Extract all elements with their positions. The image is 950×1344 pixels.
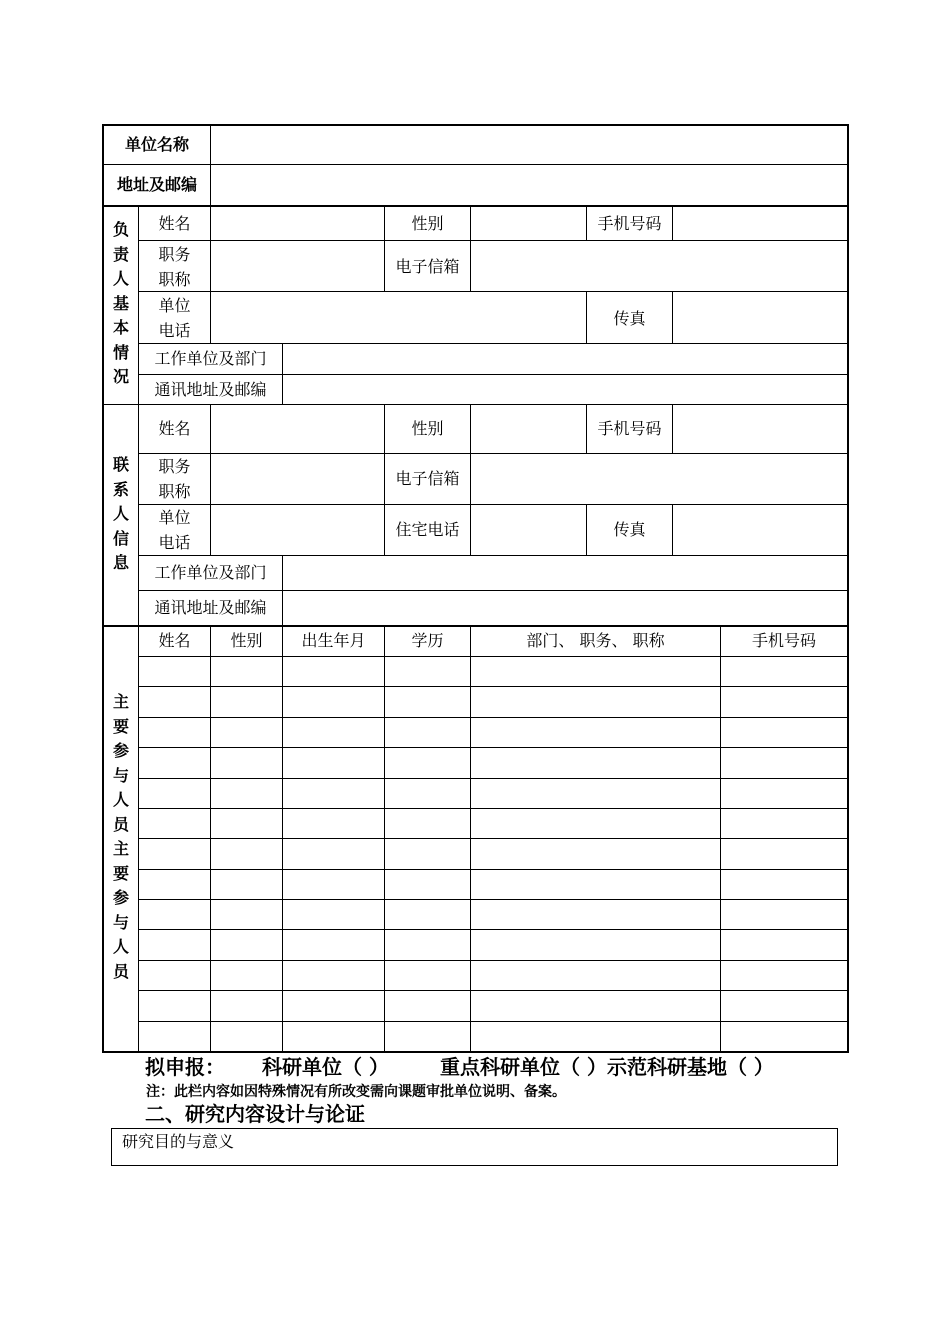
member-education-cell[interactable] [385,657,470,686]
contact-email-label: 电子信箱 [395,469,460,488]
contact-mail-address-field[interactable] [283,591,847,625]
contact-home-phone-field[interactable] [471,505,586,555]
member-gender-cell[interactable] [211,779,282,808]
member-gender-cell[interactable] [211,991,282,1020]
section-title-char: 人 [112,269,129,288]
member-gender-cell[interactable] [211,657,282,686]
member-name-cell[interactable] [139,870,210,899]
section-title-char: 参 [112,888,129,907]
leader-mail-address-label: 通讯地址及邮编 [154,380,267,399]
section-title-char: 系 [112,479,129,499]
member-name-cell[interactable] [139,1022,210,1051]
member-gender-cell[interactable] [211,961,282,990]
member-dept-title-cell[interactable] [471,718,720,747]
contact-title-label-line1: 职务 [158,457,191,476]
section-title-char: 员 [112,814,129,834]
members-header-mobile: 手机号码 [751,631,816,650]
member-dept-title-cell[interactable] [471,900,720,929]
member-birth-cell[interactable] [283,809,384,838]
section-divider [102,625,849,627]
section-title-char: 息 [112,553,129,572]
unit-name-field[interactable] [211,126,847,164]
contact-fax-field[interactable] [673,505,847,555]
leader-gender-field[interactable] [471,207,586,240]
member-mobile-cell[interactable] [721,991,847,1020]
member-birth-cell[interactable] [283,687,384,716]
member-name-cell[interactable] [139,961,210,990]
leader-title-field[interactable] [211,241,384,291]
member-name-cell[interactable] [139,748,210,777]
members-section-title [103,690,139,984]
member-education-cell[interactable] [385,748,470,777]
section-title-char: 员 [112,961,129,981]
member-dept-title-cell[interactable] [471,1022,720,1051]
section-title-char: 参 [112,741,129,760]
member-birth-cell[interactable] [283,991,384,1020]
member-birth-cell[interactable] [283,779,384,808]
declaration-label: 拟申报： [145,1055,225,1079]
section-title-char: 负 [112,220,129,239]
section-title-char: 主 [112,692,129,711]
member-name-cell[interactable] [139,809,210,838]
address-label: 地址及邮编 [116,175,197,194]
leader-title-label-line1: 职务 [158,245,191,264]
leader-workplace-label: 工作单位及部门 [154,349,267,368]
member-gender-cell[interactable] [211,809,282,838]
member-name-cell[interactable] [139,991,210,1020]
member-education-cell[interactable] [385,991,470,1020]
contact-unit-phone-line2: 电话 [158,533,191,552]
member-education-cell[interactable] [385,1022,470,1051]
section-title-char: 要 [112,863,129,883]
member-mobile-cell[interactable] [721,687,847,716]
contact-unit-phone-line1: 单位 [158,508,191,527]
section-title-char: 主 [112,839,129,858]
member-mobile-cell[interactable] [721,1022,847,1051]
leader-fax-field[interactable] [673,292,847,343]
member-dept-title-cell[interactable] [471,839,720,868]
member-gender-cell[interactable] [211,870,282,899]
leader-email-label: 电子信箱 [395,257,460,276]
member-education-cell[interactable] [385,930,470,959]
contact-title-label [139,454,210,504]
member-birth-cell[interactable] [283,718,384,747]
contact-title-field[interactable] [211,454,384,504]
member-name-cell[interactable] [139,839,210,868]
contact-email-field[interactable] [471,454,847,504]
note-text: 注：此栏内容如因特殊情况有所改变需向课题审批单位说明、备案。 [146,1084,566,1100]
member-birth-cell[interactable] [283,657,384,686]
contact-mail-address-label: 通讯地址及邮编 [154,598,267,617]
leader-unit-phone-line1: 单位 [158,296,191,315]
contact-workplace-label: 工作单位及部门 [154,563,267,582]
member-dept-title-cell[interactable] [471,930,720,959]
section-title-char: 本 [112,318,129,337]
member-name-cell[interactable] [139,900,210,929]
section-title-char: 联 [112,455,129,474]
section-title-char: 与 [112,765,129,785]
member-education-cell[interactable] [385,687,470,716]
declaration-option-key-unit-demo-base[interactable]: 重点科研单位（ ）示范科研基地（ ） [440,1055,774,1079]
section-title-char: 与 [112,912,129,932]
member-name-cell[interactable] [139,779,210,808]
section-title-char: 人 [112,790,129,809]
members-header-birth: 出生年月 [301,631,366,650]
member-name-cell[interactable] [139,718,210,747]
member-gender-cell[interactable] [211,748,282,777]
member-dept-title-cell[interactable] [471,809,720,838]
member-mobile-cell[interactable] [721,839,847,868]
contact-name-field[interactable] [211,406,384,453]
contact-mobile-label: 手机号码 [597,419,662,438]
contact-name-label: 姓名 [158,419,191,438]
section-two-heading: 二、研究内容设计与论证 [145,1102,365,1126]
member-education-cell[interactable] [385,809,470,838]
section-divider [102,404,849,405]
leader-name-label: 姓名 [158,214,191,233]
contact-gender-label: 性别 [411,419,444,438]
member-birth-cell[interactable] [283,839,384,868]
address-field[interactable] [211,165,847,205]
declaration-option-research-unit[interactable]: 科研单位（ ） [262,1055,389,1079]
leader-unit-phone-field[interactable] [211,292,586,343]
leader-gender-label: 性别 [411,214,444,233]
member-birth-cell[interactable] [283,1022,384,1051]
contact-home-phone-label: 住宅电话 [395,520,460,539]
leader-mobile-label: 手机号码 [597,214,662,233]
leader-title-label-line2: 职称 [158,270,191,289]
section-title-char: 况 [112,367,129,386]
contact-unit-phone-label [139,505,210,555]
section-title-char: 责 [112,244,129,264]
section-title-char: 人 [112,504,129,523]
contact-unit-phone-field[interactable] [211,505,384,555]
member-name-cell[interactable] [139,687,210,716]
member-dept-title-cell[interactable] [471,657,720,686]
member-dept-title-cell[interactable] [471,961,720,990]
leader-fax-label: 传真 [613,309,646,328]
member-dept-title-cell[interactable] [471,870,720,899]
section-title-char: 信 [112,528,129,548]
member-mobile-cell[interactable] [721,900,847,929]
member-dept-title-cell[interactable] [471,779,720,808]
member-name-cell[interactable] [139,657,210,686]
member-birth-cell[interactable] [283,870,384,899]
member-mobile-cell[interactable] [721,809,847,838]
member-education-cell[interactable] [385,779,470,808]
research-purpose-label: 研究目的与意义 [122,1132,235,1151]
member-education-cell[interactable] [385,900,470,929]
member-mobile-cell[interactable] [721,870,847,899]
leader-name-field[interactable] [211,207,384,240]
leader-title-label [139,242,210,292]
members-header-gender: 性别 [230,631,263,650]
member-dept-title-cell[interactable] [471,687,720,716]
members-header-name: 姓名 [158,631,191,650]
members-header-education: 学历 [411,631,444,650]
leader-email-field[interactable] [471,241,847,291]
member-mobile-cell[interactable] [721,718,847,747]
form-border-right [847,124,849,1053]
member-mobile-cell[interactable] [721,657,847,686]
member-birth-cell[interactable] [283,961,384,990]
section-title-char: 情 [112,342,129,362]
member-birth-cell[interactable] [283,748,384,777]
contact-mobile-field[interactable] [673,406,847,453]
section-title-char: 人 [112,937,129,956]
leader-unit-phone-label [139,293,210,343]
research-purpose-box[interactable] [111,1128,838,1166]
member-gender-cell[interactable] [211,839,282,868]
member-mobile-cell[interactable] [721,779,847,808]
member-gender-cell[interactable] [211,687,282,716]
contact-title-label-line2: 职称 [158,482,191,501]
contact-section-title [103,453,139,576]
member-name-cell[interactable] [139,930,210,959]
member-mobile-cell[interactable] [721,961,847,990]
leader-workplace-field[interactable] [283,344,847,374]
member-dept-title-cell[interactable] [471,748,720,777]
member-education-cell[interactable] [385,839,470,868]
member-education-cell[interactable] [385,961,470,990]
member-birth-cell[interactable] [283,900,384,929]
member-education-cell[interactable] [385,870,470,899]
member-gender-cell[interactable] [211,718,282,747]
unit-name-label: 单位名称 [124,135,189,154]
member-gender-cell[interactable] [211,1022,282,1051]
leader-section-title [103,218,139,390]
member-education-cell[interactable] [385,718,470,747]
leader-mobile-field[interactable] [673,207,847,240]
contact-fax-label: 传真 [613,520,646,539]
member-gender-cell[interactable] [211,900,282,929]
section-title-char: 要 [112,716,129,736]
member-dept-title-cell[interactable] [471,991,720,1020]
leader-unit-phone-line2: 电话 [158,321,191,340]
member-mobile-cell[interactable] [721,748,847,777]
section-title-char: 基 [112,293,129,313]
contact-workplace-field[interactable] [283,556,847,590]
leader-mail-address-field[interactable] [283,375,847,404]
member-birth-cell[interactable] [283,930,384,959]
member-gender-cell[interactable] [211,930,282,959]
member-mobile-cell[interactable] [721,930,847,959]
contact-gender-field[interactable] [471,406,586,453]
members-header-dept-title: 部门、 职务、 职称 [526,631,665,650]
